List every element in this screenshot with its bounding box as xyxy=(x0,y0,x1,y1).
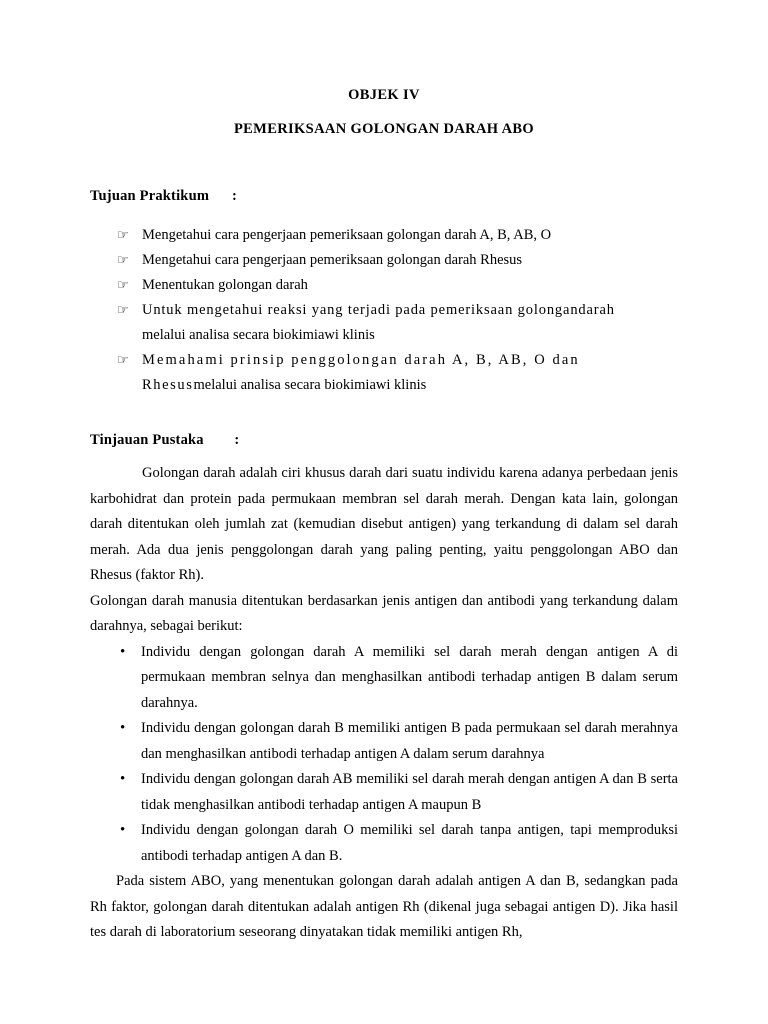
list-item-line: Mengetahui cara pengerjaan pemeriksaan golongan darah Rhesus xyxy=(142,252,523,268)
list-item-text: Individu dengan golongan darah AB memiliki sel darah merah dengan antigen A dan B serta tidak menghasilkan antibodi terhadap antigen A maupun B xyxy=(141,771,678,813)
blood-type-list xyxy=(90,640,678,870)
paragraph-tinjauan-3: Pada sistem ABO, yang menentukan golongan darah adalah antigen A dan B, sedangkan pada Rh faktor, golongan darah ditentukan adalah antigen Rh (dikenal juga sebagai antigen D). Jika hasil tes darah di laboratorium seseorang dinyatakan tidak memiliki antigen Rh, xyxy=(90,873,678,940)
list-item-line xyxy=(142,373,678,398)
section-heading-tujuan-praktikum: Tujuan Praktikum : xyxy=(90,188,238,204)
round-bullet-icon: • xyxy=(120,643,126,660)
hand-pointer-icon: ☞ xyxy=(116,353,129,368)
list-item xyxy=(90,273,678,298)
paragraph-tinjauan-1: Golongan darah adalah ciri khusus darah dari suatu individu karena adanya perbedaan jenis karbohidrat dan protein pada permukaan membran sel darah merah. Dengan kata lain, golongan darah ditentukan oleh jumlah zat (kemudian disebut antigen) yang terkandung di dalam sel darah merah. Ada dua jenis penggolongan darah yang paling penting, yaitu penggolongan ABO dan Rhesus (faktor Rh). xyxy=(90,465,678,583)
page-content xyxy=(90,88,678,946)
round-bullet-icon: • xyxy=(120,771,126,787)
document-title-line-2: PEMERIKSAAN GOLONGAN DARAH ABO xyxy=(233,120,535,137)
hand-pointer-icon: ☞ xyxy=(116,303,129,318)
list-item xyxy=(90,767,678,818)
list-item xyxy=(90,223,678,248)
list-item xyxy=(90,818,678,869)
list-item-line: melalui analisa secara biokimiawi klinis xyxy=(142,327,375,343)
document-title-block xyxy=(90,88,678,136)
round-bullet-icon: • xyxy=(120,720,126,736)
list-item-line: Memahami prinsip penggolongan darah A, B, AB, O dan xyxy=(142,352,580,368)
paragraph-tinjauan-2: Golongan darah manusia ditentukan berdasarkan jenis antigen dan antibodi yang terkandung dalam darahnya, sebagai berikut: xyxy=(90,592,678,634)
document-title-line-1: OBJEK IV xyxy=(348,87,420,103)
list-item xyxy=(90,348,678,398)
hand-pointer-icon: ☞ xyxy=(116,278,129,293)
list-item-line: Untuk mengetahui reaksi yang terjadi pada pemeriksaan golongandarah xyxy=(142,302,615,318)
hand-pointer-icon: ☞ xyxy=(116,253,129,268)
list-item-line: Mengetahui cara pengerjaan pemeriksaan golongan darah A, B, AB, O xyxy=(142,227,552,243)
list-item-line-segment: Rhesus xyxy=(142,377,194,393)
list-item xyxy=(90,248,678,273)
list-item-line: Menentukan golongan darah xyxy=(142,277,308,293)
list-item-text: Individu dengan golongan darah B memiliki antigen B pada permukaan sel darah merahnya dan menghasilkan antibodi terhadap antigen A dalam serum darahnya xyxy=(141,720,678,762)
list-item-line-segment: melalui analisa secara biokimiawi klinis xyxy=(193,377,427,393)
round-bullet-icon: • xyxy=(120,822,126,838)
list-item xyxy=(90,298,678,348)
list-item-text: Individu dengan golongan darah O memiliki sel darah tanpa antigen, tapi memproduksi antibodi terhadap antigen A dan B. xyxy=(141,822,678,864)
list-item xyxy=(90,716,678,767)
tujuan-praktikum-list xyxy=(90,223,678,398)
list-item-text: Individu dengan golongan darah A memiliki sel darah merah dengan antigen A di permukaan membran selnya dan menghasilkan antibodi terhadap antigen B dalam serum darahnya. xyxy=(141,643,678,711)
section-heading-tinjauan-pustaka: Tinjauan Pustaka : xyxy=(90,432,240,448)
list-item xyxy=(90,640,678,717)
hand-pointer-icon: ☞ xyxy=(116,228,129,243)
